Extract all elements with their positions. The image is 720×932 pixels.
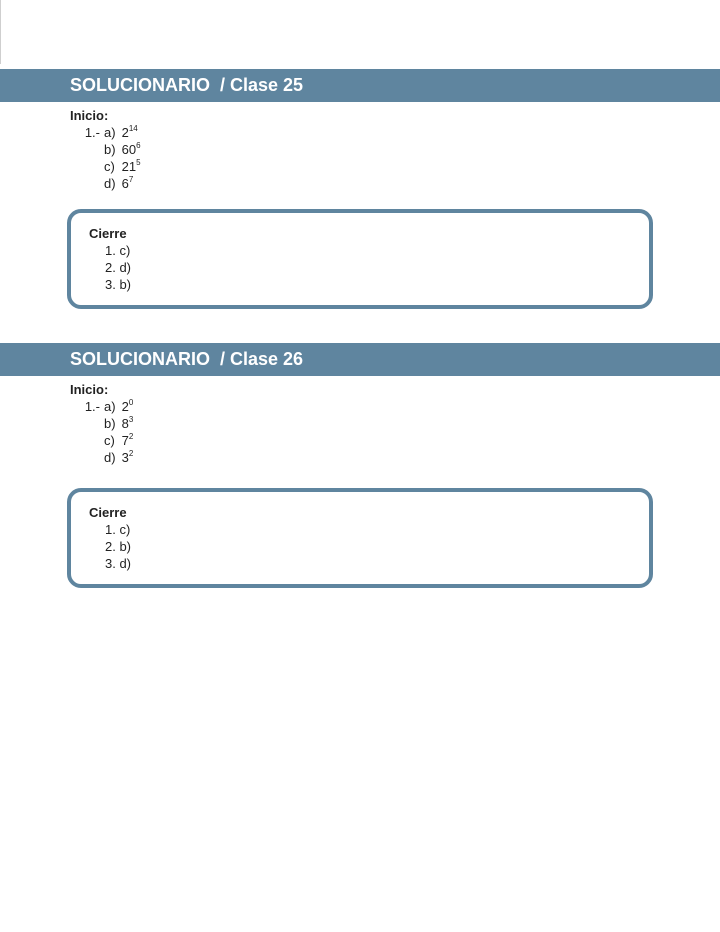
- power-base: 8: [121, 416, 129, 431]
- power-exponent: 2: [128, 449, 134, 458]
- page-edge-line: [0, 0, 1, 64]
- option-letter: a): [104, 399, 116, 414]
- solucionario-section-clase-25: [0, 69, 720, 192]
- answer-line-c: [70, 158, 720, 175]
- cierre-item: 2. b): [105, 539, 132, 554]
- option-letter: d): [104, 450, 116, 465]
- answer-line-b: [70, 141, 720, 158]
- power-base: 7: [121, 433, 129, 448]
- cierre-title: Cierre: [89, 226, 127, 241]
- power-base: 3: [121, 450, 129, 465]
- option-letter: a): [104, 125, 116, 140]
- solucionario-section-clase-26: [0, 343, 720, 466]
- cierre-title: Cierre: [89, 505, 127, 520]
- answer-line-d: [70, 175, 720, 192]
- cierre-item: 1. c): [105, 522, 131, 537]
- power-base: 2: [121, 125, 129, 140]
- answer-line-d: [70, 449, 720, 466]
- power-base: 60: [121, 142, 137, 157]
- power-exponent: 6: [136, 141, 141, 150]
- option-letter: c): [104, 433, 115, 448]
- option-letter: b): [104, 142, 116, 157]
- power-base: 2: [121, 399, 129, 414]
- cierre-item: 3. d): [105, 556, 132, 571]
- cierre-box-clase-26: [67, 488, 653, 588]
- cierre-list: [105, 242, 131, 293]
- power-exponent: 0: [128, 398, 134, 407]
- power-exponent: 2: [128, 432, 134, 441]
- inicio-block: [70, 381, 720, 466]
- answer-line-b: [70, 415, 720, 432]
- cierre-item: 3. b): [105, 277, 132, 292]
- section-title-banner: SOLUCIONARIO / Clase 26: [0, 343, 720, 376]
- inicio-block: [70, 107, 720, 192]
- section-title-banner: SOLUCIONARIO / Clase 25: [0, 69, 720, 102]
- question-number: 1.-: [84, 125, 100, 140]
- option-letter: b): [104, 416, 116, 431]
- option-letter: d): [104, 176, 116, 191]
- cierre-item: 2. d): [105, 260, 132, 275]
- option-letter: c): [104, 159, 115, 174]
- inicio-label: Inicio:: [70, 382, 109, 397]
- power-base: 21: [121, 159, 137, 174]
- power-base: 6: [121, 176, 129, 191]
- power-exponent: 14: [128, 124, 138, 133]
- power-exponent: 5: [136, 158, 141, 167]
- power-exponent: 3: [128, 415, 134, 424]
- cierre-list: [105, 521, 131, 572]
- answer-line-a: [70, 398, 720, 415]
- inicio-label: Inicio:: [70, 108, 109, 123]
- question-number: 1.-: [84, 399, 100, 414]
- answer-line-c: [70, 432, 720, 449]
- cierre-item: 1. c): [105, 243, 131, 258]
- answer-line-a: [70, 124, 720, 141]
- cierre-box-clase-25: [67, 209, 653, 309]
- power-exponent: 7: [128, 175, 134, 184]
